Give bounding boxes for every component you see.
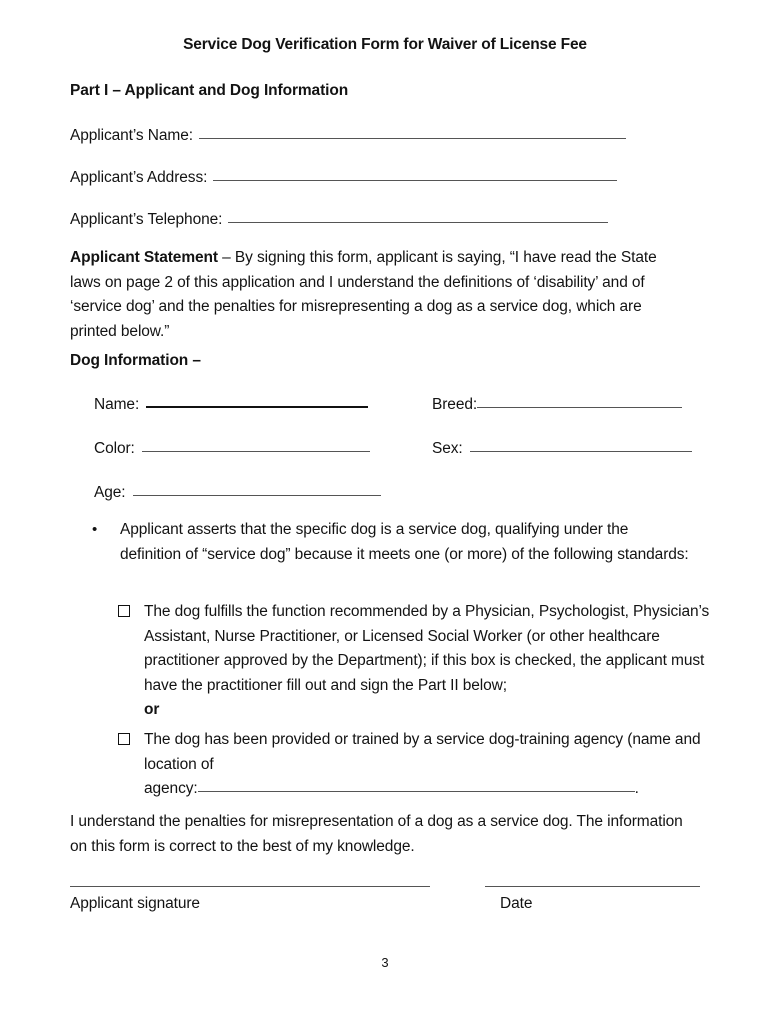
page-number: 3 [381,955,389,970]
applicant-statement-body: – By signing this form, applicant is saying, “I have read the State laws on page 2 of this application and I understand the definitions of ‘disability’ and of ‘service dog’ and the penalties for misrepresenting a dog as a service dog, which are printed below.” [70,249,657,340]
dog-breed-row [432,393,682,414]
assertion-bullet [92,518,692,567]
assertion-text: Applicant asserts that the specific dog is a service dog, qualifying under the definition of “service dog” because it meets one (or more) of the following standards: [120,521,689,563]
applicant-address-input[interactable] [213,166,617,182]
checkbox-option-training-agency[interactable] [118,728,710,802]
agency-input[interactable] [198,778,635,794]
applicant-signature-line[interactable] [70,886,430,887]
dog-color-label: Color: [94,439,135,457]
acknowledgement-text: I understand the penalties for misrepresentation of a dog as a service dog. The information on this form is correct to the best of my knowledge. [70,813,683,855]
checkbox-option-physician[interactable] [118,600,710,723]
dog-color-input[interactable] [142,437,370,453]
applicant-signature-label: Applicant signature [70,895,200,912]
checkbox-icon[interactable] [118,600,144,723]
dog-breed-input[interactable] [477,393,682,409]
agency-period: . [634,780,639,797]
dog-name-row [94,393,368,414]
applicant-statement-heading: Applicant Statement [70,249,218,266]
applicant-telephone-label: Applicant’s Telephone: [70,210,223,228]
dog-name-label: Name: [94,395,140,413]
agency-label: agency: [144,780,198,797]
dog-age-label: Age: [94,483,126,501]
applicant-telephone-input[interactable] [228,208,608,224]
dog-sex-row [432,437,692,458]
page-title: Service Dog Verification Form for Waiver of License Fee [183,36,587,53]
applicant-name-row [70,124,626,145]
dog-age-input[interactable] [133,481,381,497]
checkbox-icon[interactable] [118,728,144,802]
checkbox-option-1-text: The dog fulfills the function recommended by a Physician, Psychologist, Physician’s Assistant, Nurse Practitioner, or Licensed Social Worker (or other healthcare practitioner approved by the Department); if this box is checked, the applicant must have the practitioner fill out and sign the Part II below; [144,603,710,694]
agency-row [144,777,710,802]
dog-age-row [94,481,381,502]
checkbox-option-2-text: The dog has been provided or trained by a service dog-training agency (name and location of [144,731,701,773]
checkbox-option-1-or: or [144,701,160,718]
dog-sex-label: Sex: [432,439,463,457]
applicant-telephone-row [70,208,608,229]
applicant-statement [70,246,686,344]
applicant-name-input[interactable] [199,124,626,140]
date-label: Date [500,895,533,912]
bullet-icon: • [92,521,98,538]
applicant-name-label: Applicant’s Name: [70,126,193,144]
applicant-address-label: Applicant’s Address: [70,168,208,186]
dog-color-row [94,437,370,458]
dog-breed-label: Breed: [432,395,478,413]
part-one-heading: Part I – Applicant and Dog Information [70,82,349,99]
date-line[interactable] [485,886,700,887]
dog-name-input[interactable] [146,393,368,409]
dog-sex-input[interactable] [470,437,692,453]
dog-information-heading: Dog Information – [70,352,201,369]
applicant-address-row [70,166,617,187]
